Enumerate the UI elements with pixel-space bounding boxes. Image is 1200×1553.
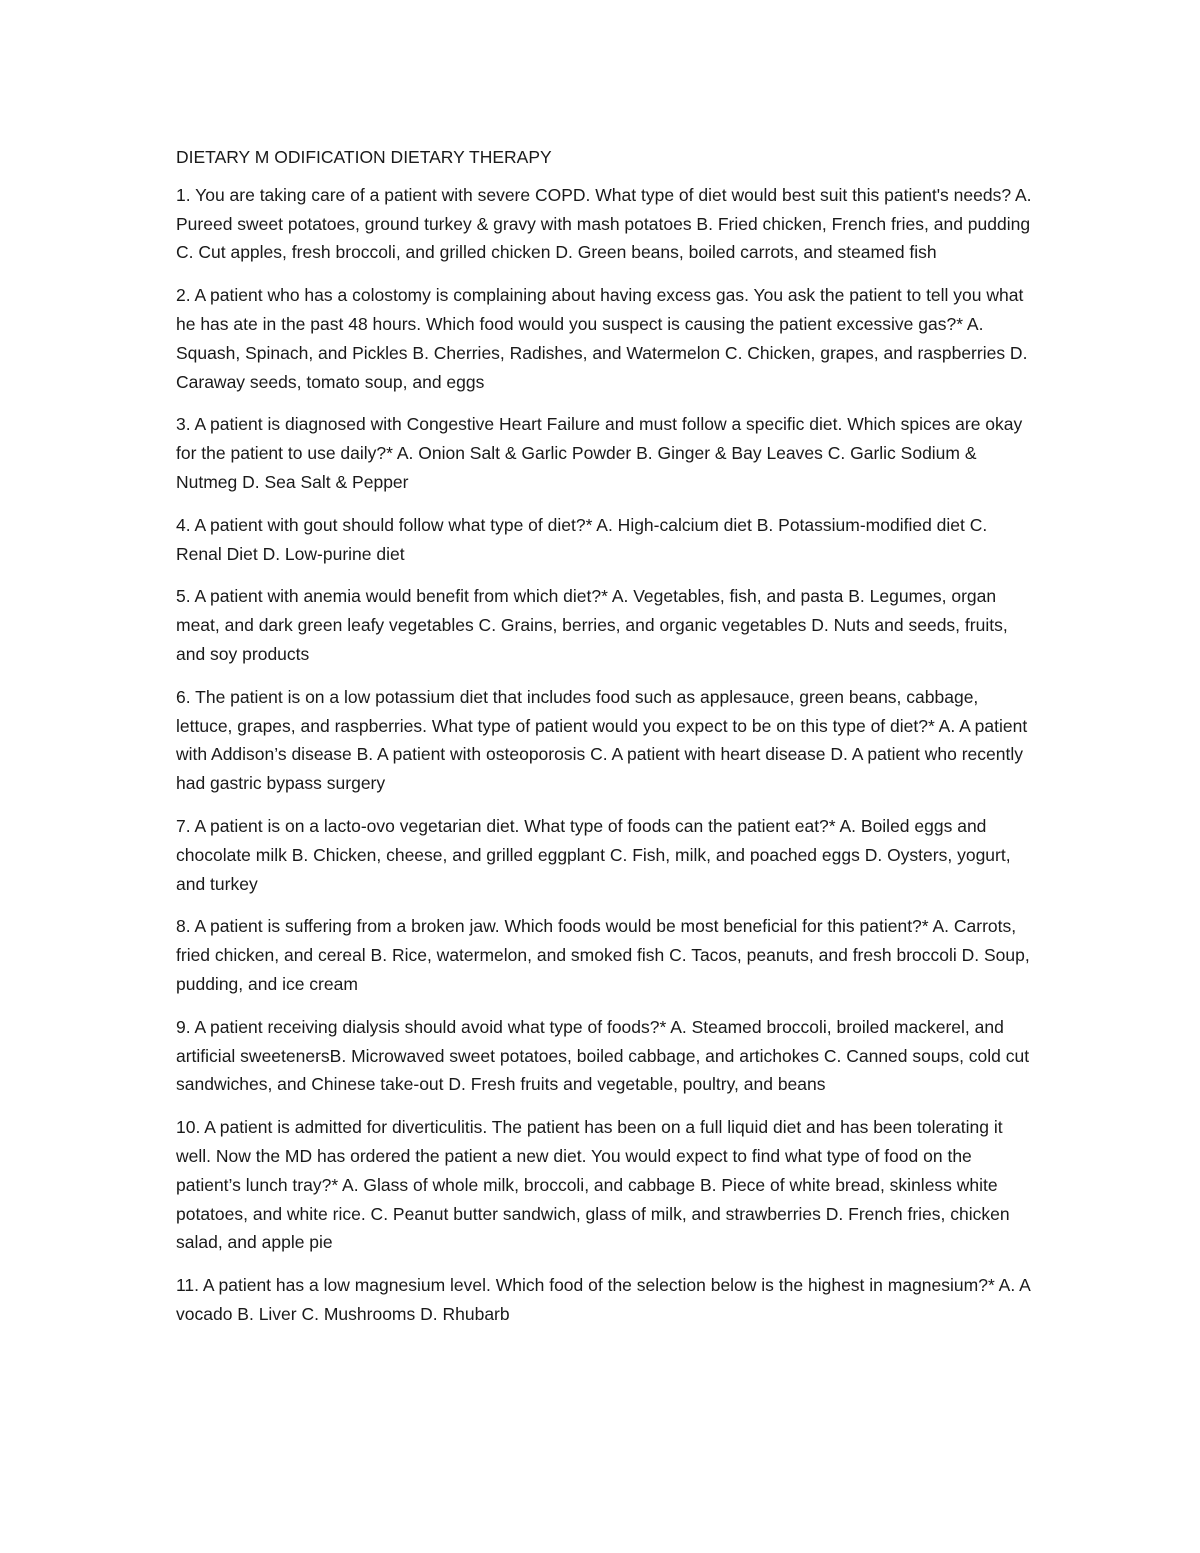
question-9: 9. A patient receiving dialysis should avoid what type of foods?* A. Steamed broccoli, broiled mackerel, and artificial sweetenersB. Microwaved sweet potatoes, boiled cabbage, and artichokes C. Canned soups, cold cut sandwiches, and Chinese take-out D. Fresh fruits and vegetable, poultry, and beans	[176, 1016, 1030, 1095]
document-title: DIETARY M ODIFICATION DIETARY THERAPY	[176, 147, 552, 167]
question-3: 3. A patient is diagnosed with Congestive Heart Failure and must follow a specific diet. Which spices are okay for the patient to use daily?* A. Onion Salt & Garlic Powder B. Ginger & Bay Leaves C. Garlic Sodium & Nutmeg D. Sea Salt & Pepper	[176, 414, 1023, 492]
question-2: 2. A patient who has a colostomy is complaining about having excess gas. You ask the patient to tell you what he has ate in the past 48 hours. Which food would you suspect is causing the patient excessive gas?* A. Squash, Spinach, and Pickles B. Cherries, Radishes, and Watermelon C. Chicken, grapes, and raspberries D. Caraway seeds, tomato soup, and eggs	[176, 285, 1028, 392]
question-7: 7. A patient is on a lacto-ovo vegetarian diet. What type of foods can the patient eat?* A. Boiled eggs and chocolate milk B. Chicken, cheese, and grilled eggplant C. Fish, milk, and poached eggs D. Oysters, yogurt, and turkey	[176, 815, 1011, 894]
question-6: 6. The patient is on a low potassium diet that includes food such as applesauce, green beans, cabbage, lettuce, grapes, and raspberries. What type of patient would you expect to be on this type of diet?* A. A patient with Addison’s disease B. A patient with osteoporosis C. A patient with heart disease D. A patient who recently had gastric bypass surgery	[176, 686, 1028, 794]
question-5: 5. A patient with anemia would benefit from which diet?* A. Vegetables, fish, and pasta B. Legumes, organ meat, and dark green leafy vegetables C. Grains, berries, and organic vegetables D. Nuts and seeds, fruits, and soy products	[176, 586, 1008, 664]
question-4: 4. A patient with gout should follow what type of diet?* A. High-calcium diet B. Potassium-modified diet C. Renal Diet D. Low-purine diet	[176, 514, 988, 564]
question-11: 11. A patient has a low magnesium level. Which food of the selection below is the highest in magnesium?* A. A vocado B. Liver C. Mushrooms D. Rhubarb	[176, 1275, 1030, 1324]
question-8: 8. A patient is suffering from a broken jaw. Which foods would be most beneficial for this patient?* A. Carrots, fried chicken, and cereal B. Rice, watermelon, and smoked fish C. Tacos, peanuts, and fresh broccoli D. Soup, pudding, and ice cream	[176, 916, 1030, 994]
question-10: 10. A patient is admitted for diverticulitis. The patient has been on a full liquid diet and has been tolerating it well. Now the MD has ordered the patient a new diet. You would expect to find what type of food on the patient’s lunch tray?* A. Glass of whole milk, broccoli, and cabbage B. Piece of white bread, skinless white potatoes, and white rice. C. Peanut butter sandwich, glass of milk, and strawberries D. French fries, chicken salad, and apple pie	[176, 1117, 1010, 1253]
document-content	[176, 143, 1032, 1343]
question-1: 1. You are taking care of a patient with severe COPD. What type of diet would best suit this patient's needs? A. Pureed sweet potatoes, ground turkey & gravy with mash potatoes B. Fried chicken, French fries, and pudding C. Cut apples, fresh broccoli, and grilled chicken D. Green beans, boiled carrots, and steamed fish	[176, 184, 1032, 263]
